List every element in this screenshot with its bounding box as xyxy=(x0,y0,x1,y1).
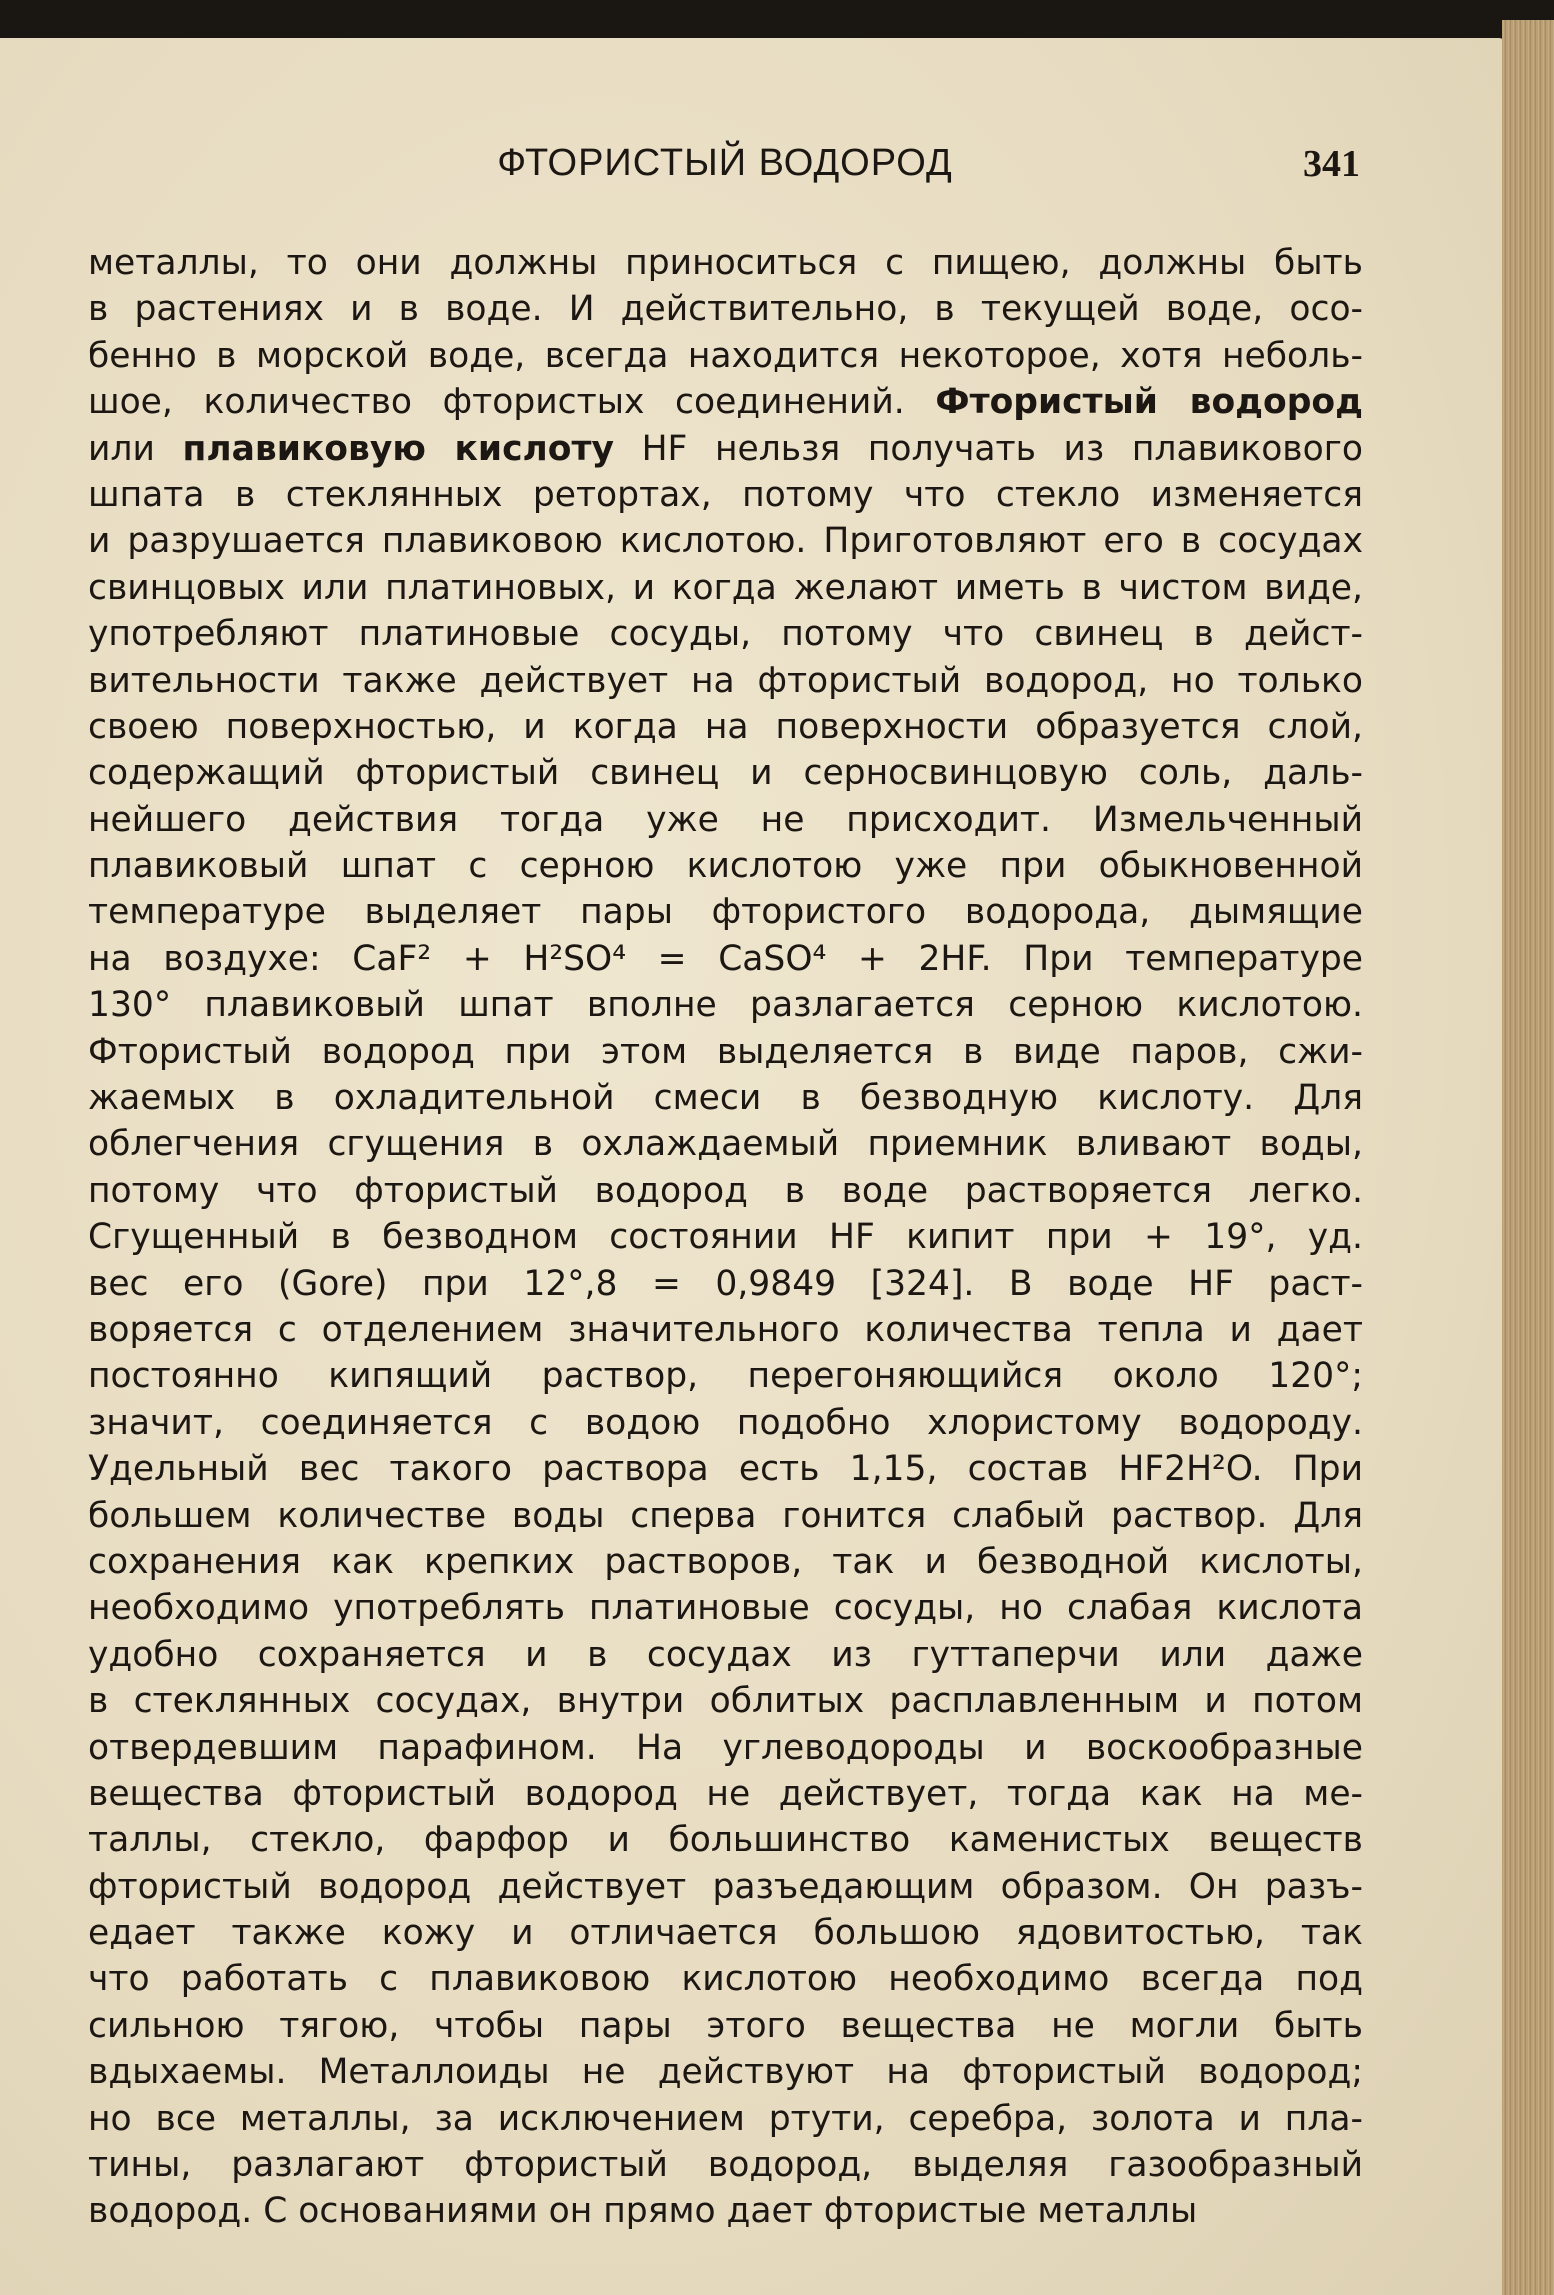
page-edge-stack xyxy=(1502,20,1554,2295)
running-head xyxy=(90,142,1360,202)
text-line: отвердевшим парафином. На углеводороды и воскообразные xyxy=(88,1727,1363,1768)
text-line: шое, количество фтористых соединений. Фтористый водород xyxy=(88,382,1363,423)
text-line: облегчения сгущения в охлаждаемый приемник вливают воды, xyxy=(88,1124,1363,1165)
text-line: вес его (Gore) при 12°,8 = 0,9849 [324]. В воде HF раст- xyxy=(88,1263,1363,1304)
text-line: и разрушается плавиковою кислотою. Приготовляют его в сосудах xyxy=(88,521,1363,562)
text-line: значит, соединяется с водою подобно хлористому водороду. xyxy=(88,1402,1363,1443)
text-line: на воздухе: CaF² + H²SO⁴ = CaSO⁴ + 2HF. При температуре xyxy=(88,938,1363,979)
text-line: металлы, то они должны приноситься с пищею, должны быть xyxy=(88,243,1363,283)
text-line: жаемых в охладительной смеси в безводную кислоту. Для xyxy=(88,1078,1363,1119)
text-line: Фтористый водород при этом выделяется в виде паров, сжи- xyxy=(88,1031,1363,1072)
text-line: что работать с плавиковою кислотою необходимо всегда под xyxy=(88,1959,1363,2000)
text-line: постоянно кипящий раствор, перегоняющийся около 120°; xyxy=(88,1356,1363,1397)
text-line: тины, разлагают фтористый водород, выделяя газообразный xyxy=(88,2145,1363,2186)
text-line: употребляют платиновые сосуды, потому что свинец в дейст- xyxy=(88,614,1363,655)
page-number: 341 xyxy=(1303,143,1360,185)
text-line: бенно в морской воде, всегда находится некоторое, хотя неболь- xyxy=(88,335,1363,376)
text-line: 130° плавиковый шпат вполне разлагается серною кислотою. xyxy=(88,985,1363,1026)
text-line: но все металлы, за исключением ртути, серебра, золота и пла- xyxy=(88,2098,1363,2139)
bold-term: плавиковую кислоту xyxy=(182,428,614,469)
text-line: плавиковый шпат с серною кислотою уже при обыкновенной xyxy=(88,846,1363,887)
text-line: едает также кожу и отличается большою ядовитостью, так xyxy=(88,1913,1363,1954)
text-line: содержащий фтористый свинец и серносвинцовую соль, даль- xyxy=(88,753,1363,794)
text-line: удобно сохраняется и в сосудах из гуттаперчи или даже xyxy=(88,1634,1363,1675)
text-line: Сгущенный в безводном состоянии HF кипит при + 19°, уд. xyxy=(88,1217,1363,1258)
text-line: температуре выделяет пары фтористого водорода, дымящие xyxy=(88,892,1363,933)
text-line: в стеклянных сосудах, внутри облитых расплавленным и потом xyxy=(88,1681,1363,1722)
body-text xyxy=(88,240,1363,2235)
text-line: сильною тягою, чтобы пары этого вещества не могли быть xyxy=(88,2005,1363,2046)
text-line: своею поверхностью, и когда на поверхности образуется слой, xyxy=(88,706,1363,747)
text-line: фтористый водород действует разъедающим образом. Он разъ- xyxy=(88,1866,1363,1907)
text-line: потому что фтористый водород в воде растворяется легко. xyxy=(88,1170,1363,1211)
text-line: в растениях и в воде. И действительно, в текущей воде, осо- xyxy=(88,289,1363,330)
text-line: большем количестве воды сперва гонится слабый раствор. Для xyxy=(88,1495,1363,1536)
text-line: вительности также действует на фтористый водород, но только xyxy=(88,660,1363,701)
text-line: свинцовых или платиновых, и когда желают иметь в чистом виде, xyxy=(88,567,1363,608)
running-title: ФТОРИСТЫЙ ВОДОРОД xyxy=(497,142,953,184)
text-line: нейшего действия тогда уже не присходит. Измельченный xyxy=(88,799,1363,840)
text-line: или плавиковую кислоту HF нельзя получать из плавикового xyxy=(88,428,1363,469)
text-line: необходимо употреблять платиновые сосуды, но слабая кислота xyxy=(88,1588,1363,1629)
text-line: шпата в стеклянных ретортах, потому что стекло изменяется xyxy=(88,474,1363,515)
text-line: таллы, стекло, фарфор и большинство каменистых веществ xyxy=(88,1820,1363,1861)
text-line: Удельный вес такого раствора есть 1,15, состав HF2H²O. При xyxy=(88,1449,1363,1490)
text-line: воряется с отделением значительного количества тепла и дает xyxy=(88,1309,1363,1350)
text-line: вещества фтористый водород не действует, тогда как на ме- xyxy=(88,1773,1363,1814)
text-line: вдыхаемы. Металлоиды не действуют на фтористый водород; xyxy=(88,2052,1363,2093)
bold-term: Фтористый водород xyxy=(935,382,1363,423)
text-line: водород. С основаниями он прямо дает фтористые металлы xyxy=(88,2191,1198,2232)
text-line: сохранения как крепких растворов, так и безводной кислоты, xyxy=(88,1541,1363,1582)
chemical-equation: CaF² + H²SO⁴ = CaSO⁴ + 2HF. xyxy=(352,938,992,979)
